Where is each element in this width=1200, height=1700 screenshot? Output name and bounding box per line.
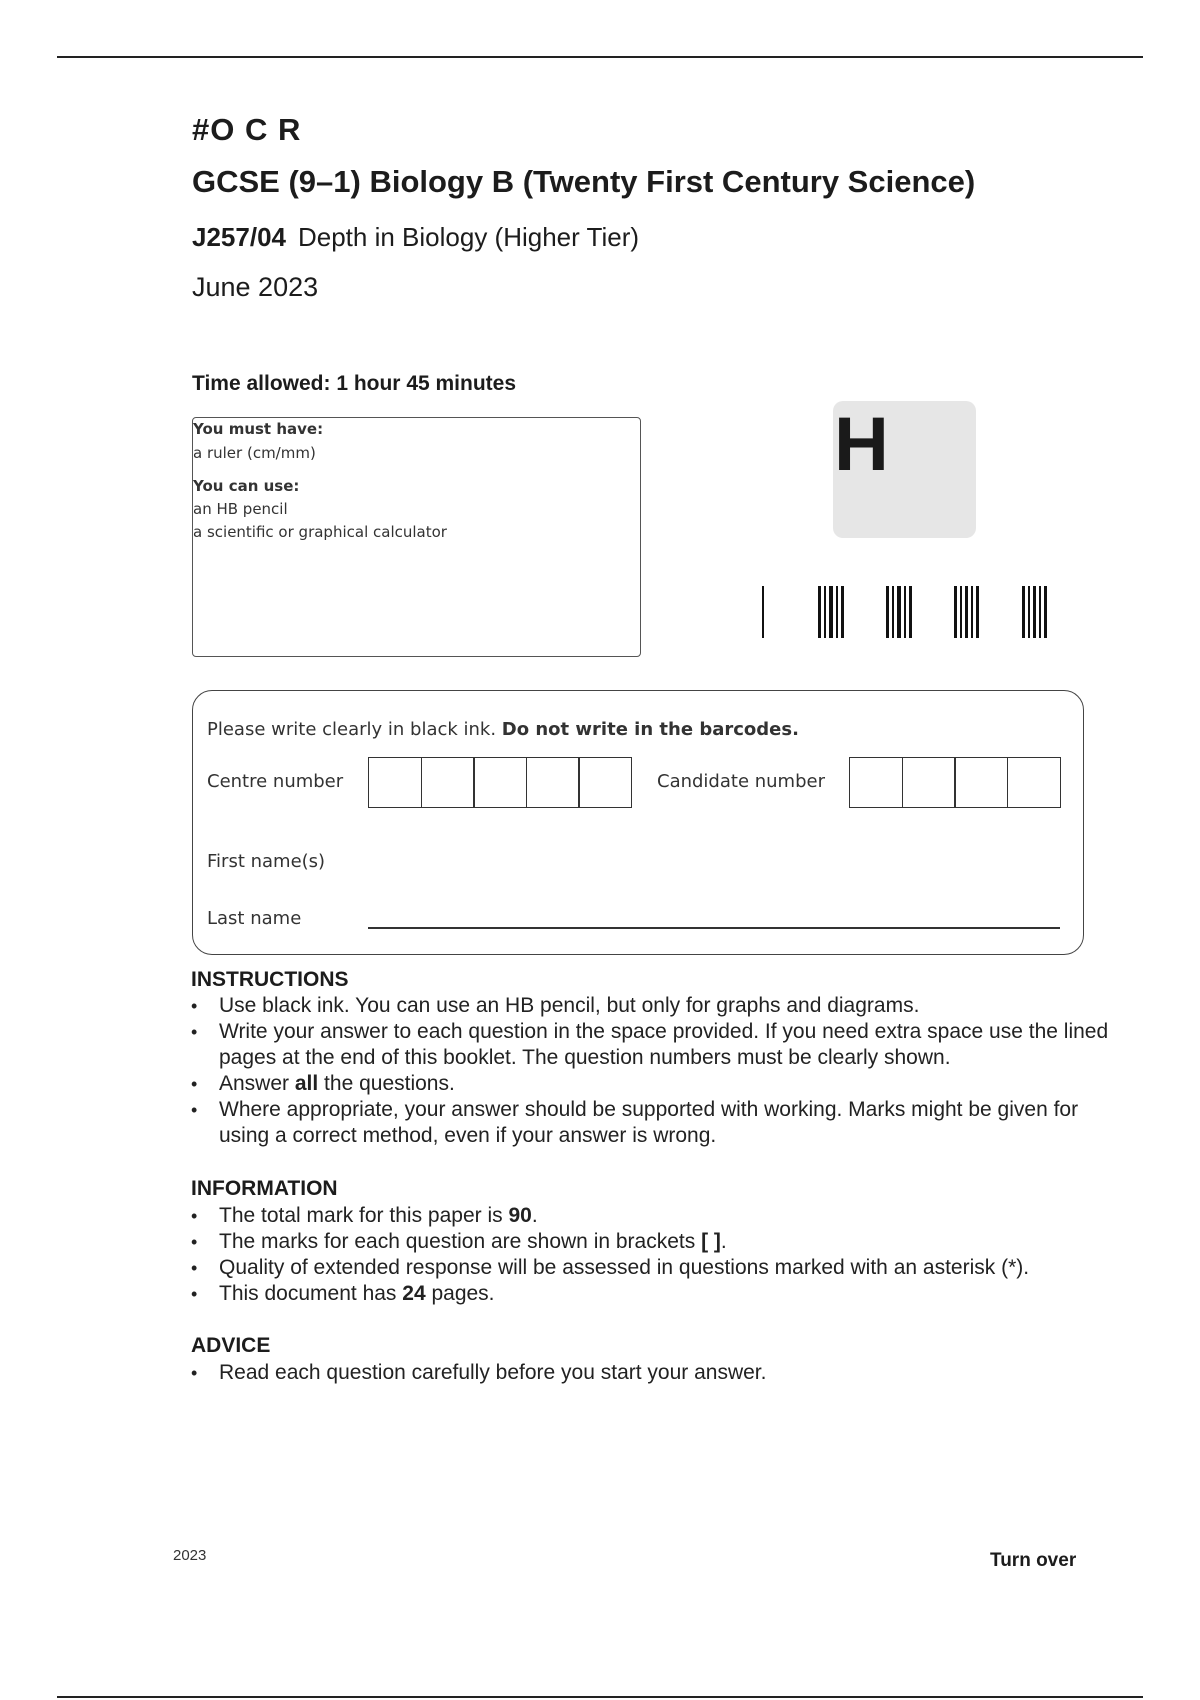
tier-letter: H: [834, 402, 889, 487]
instructions-list: [191, 993, 1111, 1149]
answer-all-pre: Answer: [219, 1072, 295, 1095]
candidate-details-box: [192, 690, 1084, 955]
intro-bold: Do not write in the barcodes.: [501, 719, 799, 740]
top-rule: [57, 56, 1143, 58]
pages-end: pages.: [425, 1282, 495, 1305]
can-use-item: an HB pencil: [193, 500, 288, 518]
details-intro: [207, 719, 799, 740]
marks-text: The marks for each question are shown in brackets: [219, 1230, 702, 1253]
information-item: [191, 1281, 1111, 1307]
advice-item: • Read each question carefully before you start your answer.: [191, 1360, 1111, 1386]
answer-all-bold: all: [294, 1072, 319, 1095]
centre-number-cell[interactable]: [526, 757, 580, 808]
paper-code-line: [192, 222, 639, 253]
centre-number-cell[interactable]: [421, 757, 475, 808]
exam-date: June 2023: [192, 272, 319, 302]
centre-number-field[interactable]: [368, 757, 632, 808]
candidate-number-label: Candidate number: [657, 771, 825, 792]
candidate-number-cell[interactable]: [1007, 757, 1061, 808]
paper-name: Depth in Biology (Higher Tier): [297, 222, 640, 252]
turn-over: Turn over: [990, 1550, 1077, 1571]
marks-end: .: [720, 1230, 727, 1253]
advice-list: [191, 1360, 1111, 1386]
footer-year: 2023: [173, 1547, 207, 1564]
bottom-rule: [57, 1696, 1143, 1698]
information-heading: INFORMATION: [191, 1177, 338, 1200]
equipment-box: [192, 417, 641, 657]
advice-heading: ADVICE: [191, 1334, 271, 1357]
instruction-item: • Where appropriate, your answer should be supported with working. Marks might be given for using a correct method, even if your answer is wrong.: [191, 1097, 1111, 1149]
information-item: [191, 1203, 1111, 1229]
first-name-label: First name(s): [207, 851, 326, 872]
centre-number-label: Centre number: [207, 771, 344, 792]
instruction-item: [191, 1071, 1111, 1097]
information-item: • Quality of extended response will be assessed in questions marked with an asterisk (*).: [191, 1255, 1111, 1281]
can-use-heading: You can use:: [193, 477, 300, 495]
centre-number-cell[interactable]: [473, 757, 527, 808]
must-have-heading: You must have:: [193, 420, 324, 438]
candidate-number-field[interactable]: [849, 757, 1061, 808]
pages-text: This document has: [219, 1282, 403, 1305]
must-have-item: a ruler (cm/mm): [193, 444, 316, 462]
answer-all-post: the questions.: [318, 1072, 455, 1095]
intro-plain: Please write clearly in black ink.: [207, 719, 502, 740]
instruction-item: • Write your answer to each question in the space provided. If you need extra space use the lined pages at the end of this booklet. The question numbers must be clearly shown.: [191, 1019, 1111, 1071]
centre-number-cell[interactable]: [578, 757, 632, 808]
tier-badge: [833, 401, 976, 538]
qualification-title: GCSE (9–1) Biology B (Twenty First Century Science): [192, 164, 976, 199]
paper-code: J257/04: [192, 222, 286, 252]
last-name-label: Last name: [207, 908, 302, 929]
centre-number-cell[interactable]: [368, 757, 422, 808]
candidate-number-cell[interactable]: [954, 757, 1008, 808]
pages-value: 24: [402, 1282, 426, 1305]
instructions-heading: INSTRUCTIONS: [191, 968, 349, 991]
total-mark-value: 90: [508, 1204, 532, 1227]
total-mark-text: The total mark for this paper is: [219, 1204, 509, 1227]
candidate-number-cell[interactable]: [902, 757, 956, 808]
candidate-number-cell[interactable]: [849, 757, 903, 808]
time-allowed: Time allowed: 1 hour 45 minutes: [192, 372, 517, 395]
instruction-item: • Use black ink. You can use an HB pencil, but only for graphs and diagrams.: [191, 993, 1111, 1019]
last-name-line[interactable]: [368, 927, 1060, 929]
information-list: [191, 1203, 1111, 1307]
marks-brackets: [ ]: [701, 1230, 721, 1253]
total-mark-end: .: [531, 1204, 538, 1227]
barcode: [760, 586, 1060, 642]
can-use-item: a scientific or graphical calculator: [193, 523, 447, 541]
information-item: [191, 1229, 1111, 1255]
ocr-logo: #O C R: [192, 112, 302, 147]
